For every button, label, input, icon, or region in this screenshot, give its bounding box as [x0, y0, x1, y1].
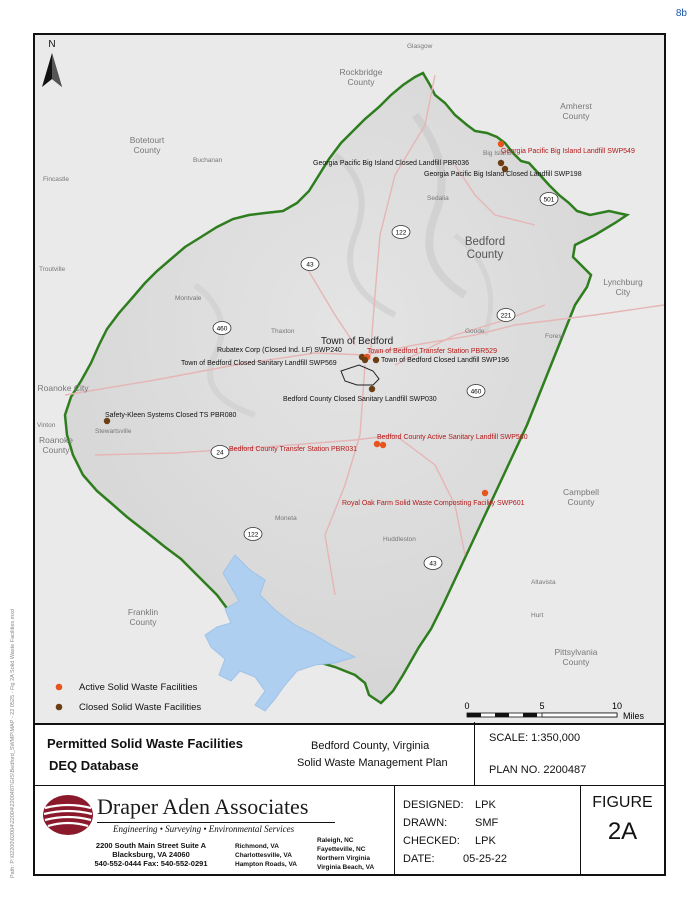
route-shield-24: [211, 446, 229, 459]
facility-marker-gp_active: [498, 141, 504, 147]
scale-cell: [475, 722, 664, 786]
facility-marker-bc_closed: [369, 386, 375, 392]
facility-label-bc_transfer: Bedford County Transfer Station PBR031: [229, 446, 358, 453]
company-logo-icon: [41, 794, 95, 836]
svg-text:24: 24: [216, 449, 224, 457]
company-name: Draper Aden Associates: [97, 794, 309, 819]
office-1-2: Hampton Roads, VA: [235, 861, 297, 868]
route-shield-43: [301, 258, 319, 271]
address-line1: 2200 South Main Street Suite A: [95, 841, 207, 850]
place-label-forest: Forest: [545, 333, 564, 340]
place-label-moneta: Moneta: [275, 515, 297, 522]
facility-label-gp_pbr: Georgia Pacific Big Island Closed Landfill PBR036: [313, 160, 470, 167]
drawn-label: DRAWN:: [403, 817, 448, 829]
svg-text:43: 43: [306, 261, 314, 269]
designed-value: LPK: [475, 799, 496, 811]
facility-label-bc_active: Bedford County Active Sanitary Landfill SWP560: [377, 434, 528, 441]
office-1-1: Charlottesville, VA: [235, 852, 292, 859]
place-label-hurt: Hurt: [531, 612, 544, 619]
credits-cell: [395, 786, 581, 874]
figure-number: 2A: [607, 818, 638, 845]
facility-label-royal_oak: Royal Oak Farm Solid Waste Composting Facility SWP601: [342, 500, 525, 507]
neighbor-label-roanoke_city: Roanoke City: [37, 383, 89, 393]
place-label-stewartsville: Stewartsville: [95, 428, 132, 435]
figure-label: FIGURE: [592, 794, 653, 811]
legend-active-marker: [56, 684, 63, 691]
svg-text:221: 221: [500, 312, 512, 320]
office-2-2: Northern Virginia: [317, 855, 370, 862]
company-tagline: Engineering • Surveying • Environmental Services: [113, 824, 295, 834]
date-label: DATE:: [403, 853, 435, 865]
county-name-label: Bedford County: [464, 236, 506, 261]
svg-text:10: 10: [611, 701, 623, 711]
place-label-fincastle: Fincastle: [43, 176, 70, 183]
address-line2: Blacksburg, VA 24060: [112, 850, 190, 859]
scale-text: SCALE: 1:350,000: [489, 732, 581, 744]
route-shield-460: [213, 322, 231, 335]
svg-text:0: 0: [464, 701, 470, 711]
office-1-0: Richmond, VA: [235, 843, 279, 850]
file-path: Path: P:\02200\02004\22004\2200487\GIS\Bedford_SWMP\MAP - 22 0525 - Fig 2A Solid Waste Facilities.mxd: [10, 608, 16, 878]
route-shield-122: [244, 528, 262, 541]
facility-label-bc_closed: Bedford County Closed Sanitary Landfill SWP030: [283, 396, 437, 403]
title-block: [33, 722, 666, 876]
map-title: Permitted Solid Waste Facilities: [47, 736, 244, 751]
svg-text:122: 122: [247, 531, 259, 539]
place-label-vinton: Vinton: [37, 422, 56, 429]
neighbor-label-roanoke_county: Roanoke County: [38, 435, 74, 455]
map-subtitle: DEQ Database: [49, 758, 139, 773]
place-label-goode: Goode: [465, 328, 485, 335]
legend-closed-marker: [56, 704, 63, 711]
svg-text:460: 460: [216, 325, 228, 333]
date-value: 05-25-22: [463, 853, 508, 865]
svg-text:122: 122: [395, 229, 407, 237]
project-line2: Solid Waste Management Plan: [297, 757, 448, 769]
phone-line: 540-552-0444 Fax: 540-552-0291: [94, 859, 208, 868]
title-cell: [35, 722, 475, 786]
page-tag: 8b: [675, 8, 687, 19]
company-cell: [35, 786, 395, 874]
neighbor-label-lynchburg: Lynchburg City: [603, 277, 643, 297]
svg-text:501: 501: [543, 196, 555, 204]
place-label-big_island: Big Island: [483, 150, 512, 157]
facility-marker-tob_sanitary: [362, 357, 368, 363]
place-label-troutville: Troutville: [39, 266, 66, 273]
neighbor-label-amherst: Amherst County: [560, 101, 592, 121]
map-frame: [33, 33, 666, 725]
office-2-3: Virginia Beach, VA: [317, 864, 375, 871]
facility-marker-gp_pbr: [498, 160, 504, 166]
facility-label-tob_sanitary: Town of Bedford Closed Sanitary Landfill SWP569: [181, 360, 337, 367]
svg-text:460: 460: [470, 388, 482, 396]
svg-text:43: 43: [429, 560, 437, 568]
svg-text:Miles: Miles: [623, 711, 645, 721]
place-label-sedalia: Sedalia: [427, 195, 449, 202]
route-shield-501: [540, 193, 558, 206]
checked-value: LPK: [475, 835, 496, 847]
facility-label-gp_swp: Georgia Pacific Big Island Closed Landfill SWP198: [424, 171, 582, 178]
designed-label: DESIGNED:: [403, 799, 464, 811]
facility-marker-royal_oak: [482, 490, 488, 496]
place-label-altavista: Altavista: [531, 579, 556, 586]
place-label-thaxton: Thaxton: [271, 328, 295, 335]
facility-label-safety: Safety-Kleen Systems Closed TS PBR080: [105, 412, 237, 419]
office-2-1: Fayetteville, NC: [317, 846, 366, 853]
svg-text:5: 5: [539, 701, 545, 711]
route-shield-43: [424, 557, 442, 570]
town-label: Town of Bedford: [320, 336, 394, 347]
facility-marker-bc_transfer: [380, 442, 386, 448]
place-label-montvale: Montvale: [175, 295, 202, 302]
facility-marker-tob_closed: [373, 357, 379, 363]
place-label-buchanan: Buchanan: [193, 157, 223, 164]
facility-label-rubatex: Rubatex Corp (Closed Ind. LF) SWP240: [217, 347, 342, 354]
legend-closed-label: Closed Solid Waste Facilities: [79, 702, 202, 713]
facility-label-tob_closed: Town of Bedford Closed Landfill SWP196: [381, 357, 510, 364]
map-canvas: [35, 35, 664, 723]
offices-col1: [235, 842, 297, 869]
route-shield-460: [467, 385, 485, 398]
place-label-huddleston: Huddleston: [383, 536, 416, 543]
facility-marker-bc_active: [374, 441, 380, 447]
checked-label: CHECKED:: [403, 835, 460, 847]
svg-text:N: N: [48, 39, 56, 50]
route-shield-221: [497, 309, 515, 322]
neighbor-label-botetourt: Botetourt County: [129, 135, 165, 155]
plan-no: PLAN NO. 2200487: [489, 764, 587, 776]
figure-cell: [581, 786, 664, 874]
project-line1: Bedford County, Virginia: [311, 740, 430, 752]
legend-active-label: Active Solid Waste Facilities: [79, 682, 198, 693]
neighbor-label-franklin: Franklin County: [127, 607, 159, 627]
place-label-glasgow: Glasgow: [407, 43, 433, 50]
neighbor-label-rockbridge: Rockbridge County: [339, 67, 383, 87]
offices-col2: [317, 836, 374, 872]
facility-label-gp_active: Georgia Pacific Big Island Landfill SWP549: [501, 148, 635, 155]
neighbor-label-pittsylvania: Pittsylvania County: [554, 647, 598, 667]
neighbor-label-campbell: Campbell County: [563, 487, 599, 507]
route-shield-122: [392, 226, 410, 239]
company-address: [81, 841, 221, 868]
facility-label-tob_transfer: Town of Bedford Transfer Station PBR529: [367, 348, 497, 355]
drawn-value: SMF: [475, 817, 499, 829]
office-2-0: Raleigh, NC: [317, 837, 354, 844]
